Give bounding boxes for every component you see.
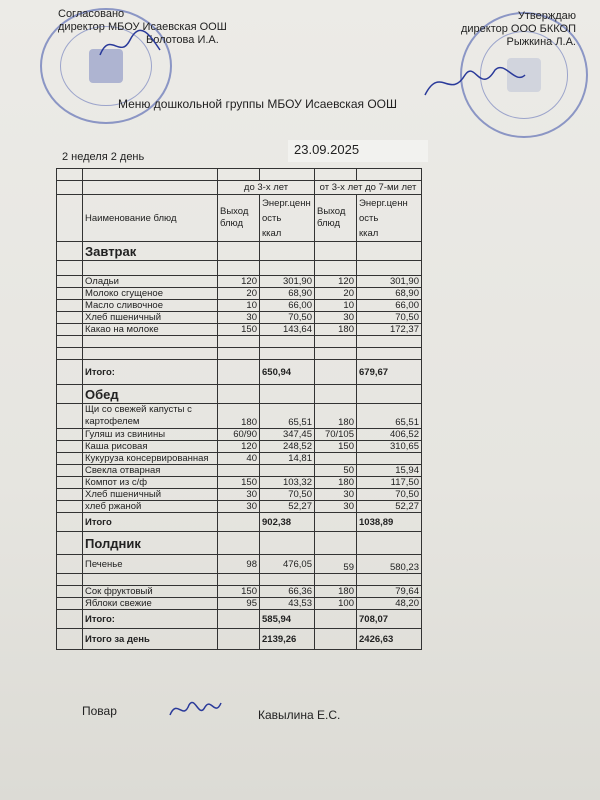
energy-unit-1: ккал <box>262 227 282 239</box>
age-group-1: до 3-х лет <box>218 181 315 195</box>
energy-1: 66,36 <box>260 586 315 598</box>
section-title-breakfast: Завтрак <box>83 242 218 261</box>
energy-2: 580,23 <box>357 555 422 574</box>
week-day-label: 2 неделя 2 день <box>62 151 145 163</box>
energy-2: 70,50 <box>357 312 422 324</box>
dish-name: Оладьи <box>83 276 218 288</box>
section-row-snack <box>57 532 422 555</box>
yield-1: 40 <box>218 453 260 465</box>
yield-2: 180 <box>315 324 357 336</box>
yield-1: 20 <box>218 288 260 300</box>
dish-name: Печенье <box>83 555 218 574</box>
signature-left <box>95 25 165 65</box>
energy-2: 79,64 <box>357 586 422 598</box>
energy-2: 52,27 <box>357 501 422 513</box>
column-header-row <box>57 195 422 242</box>
table-row <box>57 555 422 574</box>
total-energy-1: 585,94 <box>260 610 315 629</box>
total-row-breakfast <box>57 360 422 385</box>
table-row <box>57 312 422 324</box>
dish-name-cont: картофелем <box>85 416 140 427</box>
energy-2: 15,94 <box>357 465 422 477</box>
approved-position: директор ООО БККОП <box>460 23 576 35</box>
energy-1: 301,90 <box>260 276 315 288</box>
dish-name: Щи со свежей капусты с <box>85 404 192 415</box>
table-row <box>57 453 422 465</box>
table-row <box>57 429 422 441</box>
table-row <box>57 586 422 598</box>
yield-1: 30 <box>218 501 260 513</box>
yield-1: 180 <box>218 404 260 429</box>
energy-header-2-b: ость <box>359 212 379 224</box>
energy-2: 172,37 <box>357 324 422 336</box>
yield-1: 150 <box>218 477 260 489</box>
energy-2: 310,65 <box>357 441 422 453</box>
table-row <box>57 276 422 288</box>
yield-1: 150 <box>218 586 260 598</box>
yield-1: 95 <box>218 598 260 610</box>
day-total-2: 2426,63 <box>357 629 422 650</box>
energy-1: 70,50 <box>260 489 315 501</box>
dish-name: Сок фруктовый <box>83 586 218 598</box>
energy-2: 68,90 <box>357 288 422 300</box>
yield-header-1: Выход блюд <box>218 195 260 242</box>
agreed-label: Согласовано <box>58 8 125 20</box>
approved-name: Рыжкина Л.А. <box>506 36 576 48</box>
energy-1: 347,45 <box>260 429 315 441</box>
yield-2: 30 <box>315 501 357 513</box>
table-row <box>57 477 422 489</box>
energy-2: 66,00 <box>357 300 422 312</box>
yield-2: 30 <box>315 489 357 501</box>
yield-1: 30 <box>218 312 260 324</box>
menu-title: Меню дошкольной группы МБОУ Исаевская ООШ <box>118 97 397 111</box>
dish-name: Масло сливочное <box>83 300 218 312</box>
total-label: Итого: <box>83 610 218 629</box>
cook-label: Повар <box>82 704 117 718</box>
menu-table <box>56 168 422 650</box>
energy-header-1-b: ость <box>262 212 282 224</box>
age-header-row <box>57 181 422 195</box>
yield-1: 120 <box>218 276 260 288</box>
yield-2: 150 <box>315 441 357 453</box>
energy-1: 43,53 <box>260 598 315 610</box>
yield-2: 20 <box>315 288 357 300</box>
yield-1 <box>218 465 260 477</box>
table-row <box>57 261 422 276</box>
day-total-row <box>57 629 422 650</box>
table-row <box>57 404 422 429</box>
dish-name: Каша рисовая <box>83 441 218 453</box>
yield-1: 10 <box>218 300 260 312</box>
yield-2: 59 <box>315 555 357 574</box>
energy-1: 143,64 <box>260 324 315 336</box>
energy-1: 66,00 <box>260 300 315 312</box>
energy-1: 65,51 <box>260 404 315 429</box>
energy-header-2: Энерг.ценн <box>359 197 408 209</box>
energy-1: 70,50 <box>260 312 315 324</box>
energy-2: 70,50 <box>357 489 422 501</box>
dish-name: Свекла отварная <box>83 465 218 477</box>
yield-1: 30 <box>218 489 260 501</box>
total-energy-1: 650,94 <box>260 360 315 385</box>
energy-1: 52,27 <box>260 501 315 513</box>
table-row <box>57 501 422 513</box>
energy-1: 103,32 <box>260 477 315 489</box>
day-total-1: 2139,26 <box>260 629 315 650</box>
day-total-label: Итого за день <box>83 629 218 650</box>
total-label: Итого <box>83 513 218 532</box>
energy-1 <box>260 465 315 477</box>
age-group-2: от 3-х лет до 7-ми лет <box>315 181 422 195</box>
yield-2: 10 <box>315 300 357 312</box>
table-row <box>57 300 422 312</box>
dish-name: Молоко сгущеное <box>83 288 218 300</box>
dish-name: Кукуруза консервированная <box>83 453 218 465</box>
table-row <box>57 348 422 360</box>
table-row <box>57 489 422 501</box>
table-row <box>57 441 422 453</box>
section-title-lunch: Обед <box>83 385 218 404</box>
yield-2: 180 <box>315 404 357 429</box>
energy-2: 65,51 <box>357 404 422 429</box>
dish-name: Гуляш из свинины <box>83 429 218 441</box>
dish-name: Яблоки свежие <box>83 598 218 610</box>
header-approved <box>461 10 576 49</box>
energy-header-1: Энерг.ценн <box>262 197 311 209</box>
yield-1: 150 <box>218 324 260 336</box>
yield-1: 98 <box>218 555 260 574</box>
dish-name: Хлеб пшеничный <box>83 489 218 501</box>
dish-name: Хлеб пшеничный <box>83 312 218 324</box>
total-energy-1: 902,38 <box>260 513 315 532</box>
approved-label: Утверждаю <box>517 10 576 22</box>
total-row-snack <box>57 610 422 629</box>
signature-right <box>420 55 530 105</box>
table-row <box>57 465 422 477</box>
energy-1: 14,81 <box>260 453 315 465</box>
yield-1: 60/90 <box>218 429 260 441</box>
yield-2 <box>315 453 357 465</box>
dish-name: Какао на молоке <box>83 324 218 336</box>
table-row <box>57 324 422 336</box>
table-row <box>57 169 422 181</box>
yield-2: 50 <box>315 465 357 477</box>
section-title-snack: Полдник <box>83 532 218 555</box>
agreed-position: директор МБОУ Исаевская ООШ <box>58 21 227 33</box>
menu-date: 23.09.2025 <box>288 140 428 162</box>
energy-2: 301,90 <box>357 276 422 288</box>
dish-name: Компот из с/ф <box>83 477 218 489</box>
total-row-lunch <box>57 513 422 532</box>
table-row <box>57 336 422 348</box>
dish-column-header: Наименование блюд <box>83 195 218 242</box>
energy-1: 68,90 <box>260 288 315 300</box>
yield-2: 100 <box>315 598 357 610</box>
cook-name: Кавылина Е.С. <box>258 708 341 722</box>
yield-2: 120 <box>315 276 357 288</box>
yield-1: 120 <box>218 441 260 453</box>
table-row <box>57 574 422 586</box>
energy-1: 248,52 <box>260 441 315 453</box>
total-energy-2: 1038,89 <box>357 513 422 532</box>
section-row-breakfast <box>57 242 422 261</box>
energy-2: 48,20 <box>357 598 422 610</box>
total-energy-2: 679,67 <box>357 360 422 385</box>
yield-2: 180 <box>315 586 357 598</box>
total-label: Итого: <box>83 360 218 385</box>
agreed-name: Болотова И.А. <box>146 34 219 46</box>
energy-2 <box>357 453 422 465</box>
energy-2: 117,50 <box>357 477 422 489</box>
yield-2: 180 <box>315 477 357 489</box>
section-row-lunch <box>57 385 422 404</box>
yield-2: 70/105 <box>315 429 357 441</box>
table-row <box>57 598 422 610</box>
energy-2: 406,52 <box>357 429 422 441</box>
yield-header-2: Выход блюд <box>315 195 357 242</box>
yield-2: 30 <box>315 312 357 324</box>
dish-name: хлеб ржаной <box>83 501 218 513</box>
table-row <box>57 288 422 300</box>
energy-1: 476,05 <box>260 555 315 574</box>
energy-unit-2: ккал <box>359 227 379 239</box>
cook-signature <box>165 693 225 725</box>
total-energy-2: 708,07 <box>357 610 422 629</box>
